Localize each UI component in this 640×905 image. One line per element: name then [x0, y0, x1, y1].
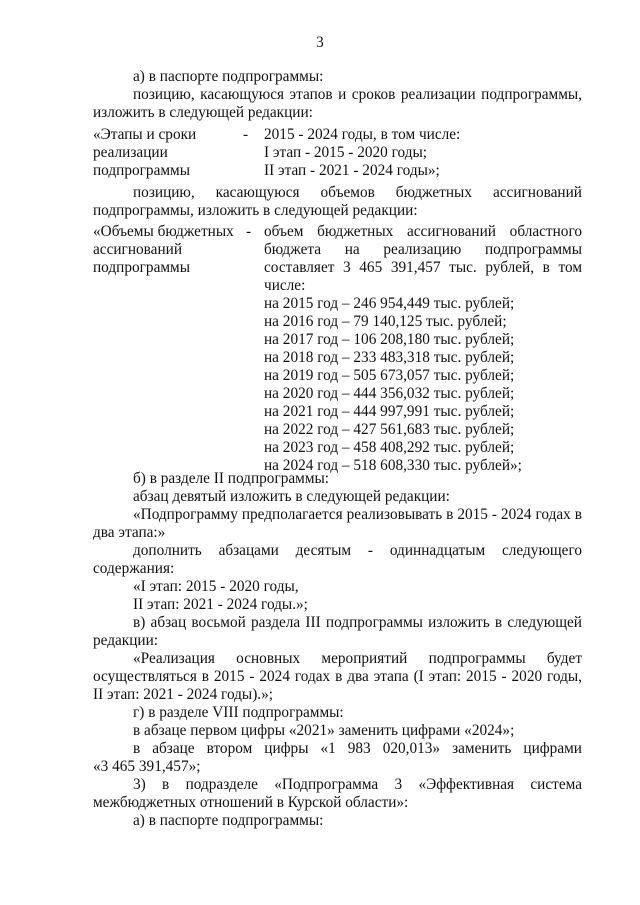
page-number: 3 [316, 34, 324, 51]
quote-line: II этап: 2021 - 2024 годы.»; [133, 596, 308, 613]
value-line: II этап - 2021 - 2024 годы»; [264, 162, 440, 179]
paragraph-line: подпрограммы, изложить в следующей редакции: [93, 202, 418, 219]
year-line: на 2017 год – 106 208,180 тыс. рублей; [264, 331, 515, 348]
section-g-heading: г) в разделе VIII подпрограммы: [133, 704, 344, 721]
label-line: подпрограммы [93, 259, 191, 276]
paragraph-line: в абзаце втором цифры «1 983 020,013» заменить цифрами [133, 740, 582, 757]
year-line: на 2018 год – 233 483,318 тыс. рублей; [264, 349, 515, 366]
year-line: на 2021 год – 444 997,991 тыс. рублей; [264, 403, 515, 420]
paragraph-line: дополнить абзацами десятым - одиннадцатым следующего [133, 542, 582, 559]
paragraph-line: редакции: [93, 632, 159, 649]
value-line: 2015 - 2024 годы, в том числе: [264, 126, 461, 143]
year-line: на 2016 год – 79 140,125 тыс. рублей; [264, 313, 507, 330]
paragraph-line: позицию, касающуюся этапов и сроков реализации подпрограммы, [133, 86, 582, 103]
section-a-heading: а) в паспорте подпрограммы: [133, 812, 324, 829]
paragraph-line: изложить в следующей редакции: [93, 104, 313, 121]
quote-line: осуществляться в 2015 - 2024 годах в два этапа (I этап: 2015 - 2020 годы, [93, 668, 582, 685]
section-v-heading: в) абзац восьмой раздела III подпрограммы изложить в следующей [133, 614, 582, 631]
label-line: подпрограммы [93, 162, 191, 179]
dash-separator: - [243, 126, 249, 143]
value-line: бюджета на реализацию подпрограммы [264, 241, 582, 258]
section-b-heading: б) в разделе II подпрограммы: [133, 470, 330, 487]
paragraph-line: межбюджетных отношений в Курской области»: [93, 794, 409, 811]
year-line: на 2022 год – 427 561,683 тыс. рублей; [264, 421, 515, 438]
value-line: числе: [264, 277, 306, 294]
paragraph-line: в абзаце первом цифры «2021» заменить цифрами «2024»; [133, 722, 515, 739]
value-line: I этап - 2015 - 2020 годы; [264, 144, 428, 161]
label-line: «Этапы и сроки [93, 126, 197, 143]
section-a-heading: а) в паспорте подпрограммы: [133, 68, 324, 85]
quote-line: «Реализация основных мероприятий подпрограммы будет [133, 650, 582, 667]
quote-line: II этап: 2021 - 2024 годы).»; [93, 686, 274, 703]
year-line: на 2015 год – 246 954,449 тыс. рублей; [264, 295, 515, 312]
label-line: реализации [93, 144, 168, 161]
quote-line: «Подпрограмму предполагается реализовывать в 2015 - 2024 годах в [133, 506, 582, 523]
value-line: объем бюджетных ассигнований областного [264, 223, 582, 240]
quote-line: два этапа:» [93, 524, 166, 541]
label-line: ассигнований [93, 241, 183, 258]
year-line: на 2019 год – 505 673,057 тыс. рублей; [264, 367, 515, 384]
budget-left-label [93, 223, 234, 277]
stages-right-value [264, 126, 582, 180]
year-line: на 2023 год – 458 408,292 тыс. рублей; [264, 439, 515, 456]
value-line: составляет 3 465 391,457 тыс. рублей, в том [264, 259, 582, 276]
stages-left-label [93, 126, 196, 180]
quote-line: «I этап: 2015 - 2020 годы, [133, 578, 299, 595]
year-line: на 2020 год – 444 356,032 тыс. рублей; [264, 385, 515, 402]
paragraph-line: абзац девятый изложить в следующей редакции: [133, 488, 450, 505]
label-line: «Объемы бюджетных [93, 223, 234, 240]
year-line: на 2024 год – 518 608,330 тыс. рублей»; [264, 457, 522, 474]
dash-separator: - [246, 223, 252, 240]
paragraph-line: позицию, касающуюся объемов бюджетных ассигнований [133, 184, 582, 201]
paragraph-line: «3 465 391,457»; [93, 758, 201, 775]
paragraph-line: содержания: [93, 560, 175, 577]
item-3-heading: 3) в подразделе «Подпрограмма 3 «Эффективная система [133, 776, 582, 793]
budget-right-value [264, 223, 582, 475]
